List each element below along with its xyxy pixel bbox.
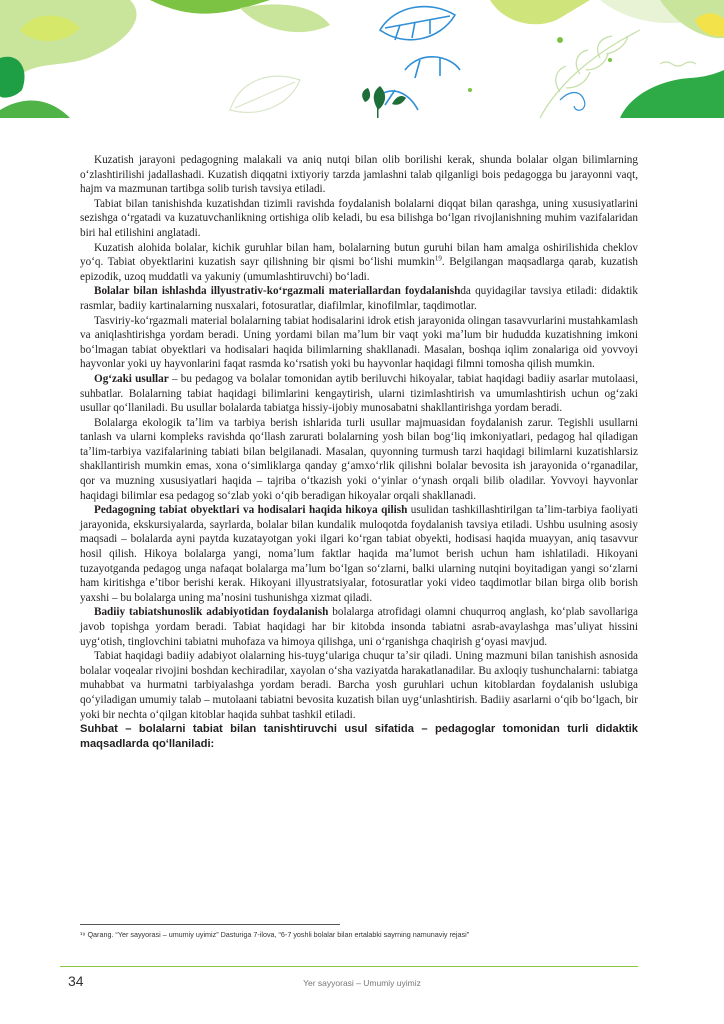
footnote-ref: 19 [434,254,442,263]
bold-term: Pedagogning tabiat obyektlari va hodisalari haqida hikoya qilish [94,504,408,517]
header-decoration [0,0,724,118]
paragraph: Bolalarga ekologik taʼlim va tarbiya berish ishlarida turli usullar majmuasidan foydalanish zarur. Tegishli usullarni tanlash va ularni kompleks ravishda qoʻllash zarurati bolalarning yosh bilan bogʻliq imkoniyatlari, pedagog hal qiladigan taʼlim-tarbiya vazifalarining tabiati bilan belgilanadi. Masalan, quyonning turmush tarzi haqidagi bilimlarni kuzatishlarsiz shakllantirish mumkin emas, xona oʻsimliklarga qanday gʻamxoʻrlik qilishni bolalar bevosita ish jarayonida oʻrganadilar, qor va muzning xususiyatlari haqida – tajriba oʻtkazish yoki oʻyinlar oʻynash orqali bilib oladilar. Yovvoyi hayvonlar haqidagi bilimlar esa pedagog soʻzlab yoki oʻqib beradigan hikoyalar orqali shakllanadi. [80,416,638,502]
bold-term: Bolalar bilan ishlashda illyustrativ-koʻrgazmali materiallardan foydalanish [94,285,461,298]
paragraph: Pedagogning tabiat obyektlari va hodisalari haqida hikoya qilish usulidan tashkillashtirilgan taʼlim-tarbiya faoliyati jarayonida, ekskursiyalarda, sayrlarda, bolalar bilan kundalik muloqotda foydalanish tavsiya etiladi. Ushbu usulning asosiy maqsadi – bolalarda ayni paytda kuzatayotgan yoki ilgari koʻrgan tabiat obyekti, hodisasi haqida muayyan, aniq tasavvur hosil qilish. Hikoya bolalarga yangi, nomaʼlum faktlar haqida maʼlumot berish uchun ham ishlatiladi. Hikoyani tuzayotganda pedagog unga nafaqat bolalarga maʼlum boʻlgan soʻzlarni, balki ularning nutqini boyitadigan yangi soʻzlarni ham kiritishga eʼtibor berishi kerak. Hikoyani illyustratsiyalar, fotosuratlar yoki video taqdimotlar bilan birga olib borish yaxshi – bu bolalarga uning maʼnosini tushunishga xizmat qiladi. [80,504,638,604]
footnote: ¹⁹ Qarang. “Yer sayyorasi – umumiy uyimiz” Dasturiga 7-ilova, “6-7 yoshli bolalar bilan ertalabki sayrning namunaviy rejasi” [80,930,470,939]
running-footer-title: Yer sayyorasi – Umumiy uyimiz [303,978,421,988]
bold-term: Ogʻzaki usullar [94,372,169,385]
paragraph: Tabiat bilan tanishishda kuzatishdan tizimli ravishda foydalanish bolalarni diqqat bilan qarashga, uning xususiyatlarini sezishga oʻrgatadi va kuzatuvchanlikning ortishiga olib keladi, bu esa bilishga boʻlgan rivojlanishning muhim vazifalaridan biri hal etilishini anglatadi. [80,197,638,239]
paragraph: Kuzatish alohida bolalar, kichik guruhlar bilan ham, bolalarning butun guruhi bilan ham amalga oshirilishida cheklov yoʻq. Tabiat obyektlarini kuzatish sayr qilishning bir qismi boʻlishi mumkin$^{19}$. Belgilangan maqsadlarga qarab, kuzatish epizodik, uzoq muddatli va yakuniy (umumlashtiruvchi) boʻladi. [80,241,639,283]
bold-term: Badiiy tabiatshunoslik adabiyotidan foydalanish [94,606,329,619]
footnote-divider [80,924,340,925]
paragraph: Tasviriy-koʻrgazmali material bolalarning tabiat hodisalarini idrok etish jarayonida olingan tasavvurlarini mustahkamlash va aniqlashtirishga yordam beradi. Uning yordami bilan maʼlum bir vaqt yoki maʼlum bir hududda kuzatishning imkoni boʻlmagan tabiat obyektlari va hodisalari haqida bilimlarning shakllanadi. Masalan, boshqa iqlim zonalariga oid yovvoyi hayvonlar yoki uy hayvonlarini faqat rasmda koʻrsatish yoki bu hayvonlar haqidagi filmni tomosha qilish mumkin. [80,314,638,371]
section-subheading: Suhbat – bolalarni tabiat bilan tanishtiruvchi usul sifatida – pedagoglar tomonidan turli didaktik maqsadlarda qoʻllaniladi: [80,723,638,750]
body-text [80,153,638,752]
paragraph: Badiiy tabiatshunoslik adabiyotidan foydalanish bolalarga atrofidagi olamni chuqurroq anglash, koʻplab savollariga javob topishga yordam beradi. Tabiat haqidagi har bir kitobda insonda tabiatni asrab-avaylashga masʼuliyat hissini uygʻotish, tinglovchini tabiatni muhofaza va himoya qilishga, uni oʻrganishga chaqirish gʻoyasi mavjud. [80,606,638,648]
page-number: 34 [68,973,84,989]
paragraph: Kuzatish jarayoni pedagogning malakali va aniq nutqi bilan olib borilishi kerak, shunda bolalar olgan bilimlarning oʻzlashtirilishi jadallashadi. Kuzatish diqqatni ixtiyoriy tarzda jamlashni talab qilganligi bois pedagogga bu jarayonni vaqt, hajm va mazmunan tartibga solib turish tavsiya etiladi. [80,154,638,196]
paragraph: Ogʻzaki usullar – bu pedagog va bolalar tomonidan aytib beriluvchi hikoyalar, tabiat haqidagi badiiy asarlar mutolaasi, suhbatlar. Bolalarning tabiat haqidagi bilimlarini kengaytirish, ularni tizimlashtirish va umumlashtirish uchun ogʻzaki usullar qoʻllaniladi. Bu usullar bolalarda tabiatga hissiy-ijobiy munosabatni shakllantirishga yordam beradi. [80,372,639,415]
paragraph: Tabiat haqidagi badiiy adabiyot olalarning his-tuygʻulariga chuqur taʼsir qiladi. Uning mazmuni bilan tanishish asnosida bolalar voqealar rivojini boshdan kechiradilar, xayolan oʻsha vaziyatda harakatlanadilar. Bu axloqiy tushunchalarni: tabiatga muhabbat va hurmatni tarbiyalashga yordam beradi. Barcha yosh guruhlari uchun kitoblardan foydalanish uslubiga qoʻyiladigan umumiy talab – mutolaani tabiatni bevosita kuzatish bilan uygʻunlashtirish. Badiiy asarlarni oʻqib boʻlgach, bir yoki bir nechta oʻqilgan kitoblar haqida suhbat tashkil etiladi. [80,650,638,721]
footer-divider [60,966,638,967]
paragraph: Bolalar bilan ishlashda illyustrativ-koʻrgazmali materiallardan foydalanishda quyidagilar tavsiya etiladi: didaktik rasmlar, badiiy kartinalarning nusxalari, fotosuratlar, diafilmlar, kinofilmlar, taqdimotlar. [80,285,638,312]
